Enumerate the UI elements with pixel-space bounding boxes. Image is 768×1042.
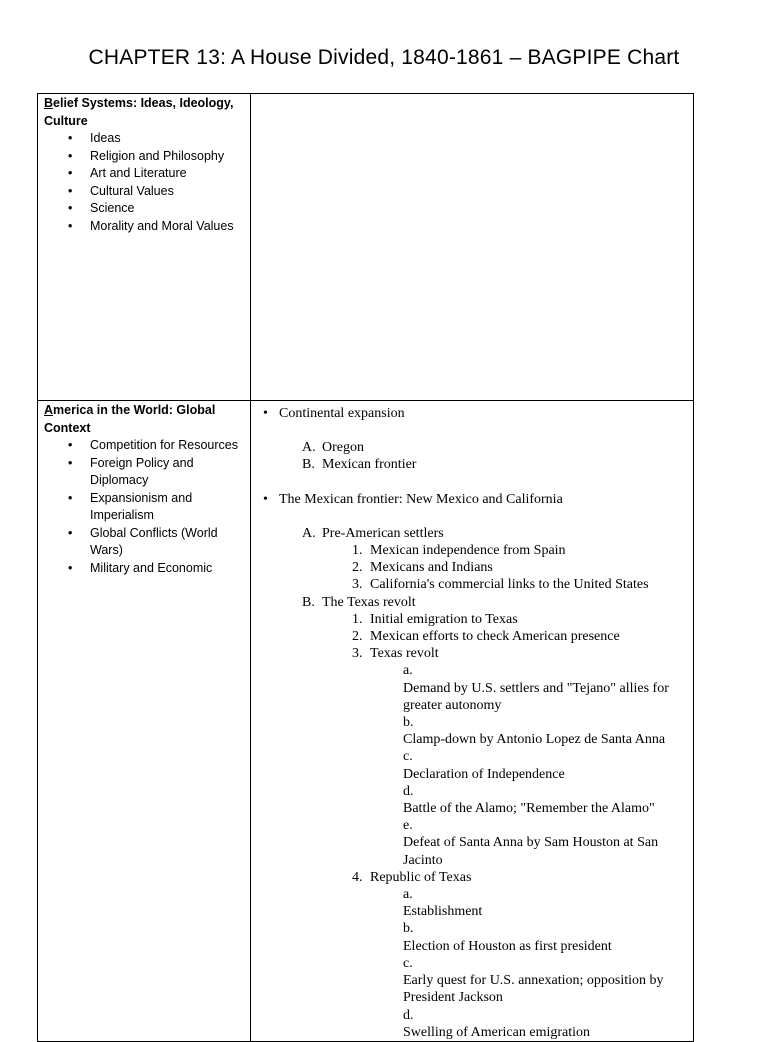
list-item: • Competition for Resources (44, 437, 245, 455)
list-item: • Morality and Moral Values (44, 218, 245, 236)
outline-item: e.Defeat of Santa Anna by Sam Houston at San Jacinto (403, 818, 659, 868)
outline-item: 2. Mexicans and Indians (352, 560, 493, 576)
category-cell (38, 94, 251, 401)
outline-item: 1. Initial emigration to Texas (352, 611, 518, 627)
outline-item: a.Demand by U.S. settlers and "Tejano" allies for greater autonomy (403, 663, 669, 713)
outline-item: b.Election of Houston as first president (403, 921, 612, 954)
outline-item: b.Clamp-down by Antonio Lopez de Santa Anna (403, 715, 666, 748)
outline-item: 4. Republic of Texas (352, 869, 472, 885)
category-list (44, 437, 245, 577)
list-item: • Science (44, 200, 245, 218)
outline-item: A. Oregon (302, 440, 364, 456)
list-item: • Ideas (44, 130, 245, 148)
list-item: • Global Conflicts (World Wars) (44, 525, 245, 560)
outline-item: 2. Mexican efforts to check American presence (352, 629, 620, 645)
outline-item: B. The Texas revolt (302, 594, 416, 610)
outline-bullet: • Continental expansion (257, 405, 687, 422)
outline-item: B. Mexican frontier (302, 457, 417, 473)
category-heading: Belief Systems: Ideas, Ideology, Culture (44, 96, 234, 128)
list-item: • Expansionism and Imperialism (44, 490, 245, 525)
outline-item: c.Declaration of Independence (403, 749, 565, 782)
list-item: • Religion and Philosophy (44, 148, 245, 166)
notes-cell (251, 401, 694, 1042)
outline-item: 3. Texas revolt (352, 646, 439, 662)
outline-item: d.Battle of the Alamo; "Remember the Alamo" (403, 783, 655, 817)
outline-bullet: • The Mexican frontier: New Mexico and California (257, 491, 687, 508)
category-heading: America in the World: Global Context (44, 403, 216, 435)
chart-row-america-in-world (38, 401, 694, 1042)
outline-item: 3. California's commercial links to the United States (352, 577, 649, 593)
category-cell (38, 401, 251, 1042)
outline-item: c.Early quest for U.S. annexation; opposition by President Jackson (403, 955, 664, 1006)
page-title: CHAPTER 13: A House Divided, 1840-1861 – BAGPIPE Chart (88, 46, 680, 69)
list-item: • Military and Economic (44, 560, 245, 578)
bagpipe-chart (37, 93, 694, 1042)
list-item: • Foreign Policy and Diplomacy (44, 455, 245, 490)
list-item: • Cultural Values (44, 183, 245, 201)
outline-item: d.Swelling of American emigration (403, 1007, 591, 1040)
list-item: • Art and Literature (44, 165, 245, 183)
outline-item: A. Pre-American settlers (302, 525, 444, 541)
outline-item: a.Establishment (403, 887, 483, 920)
chart-row-belief-systems (38, 94, 694, 401)
outline-item: 1. Mexican independence from Spain (352, 543, 566, 559)
category-list (44, 130, 245, 235)
notes-cell-empty (251, 94, 694, 401)
